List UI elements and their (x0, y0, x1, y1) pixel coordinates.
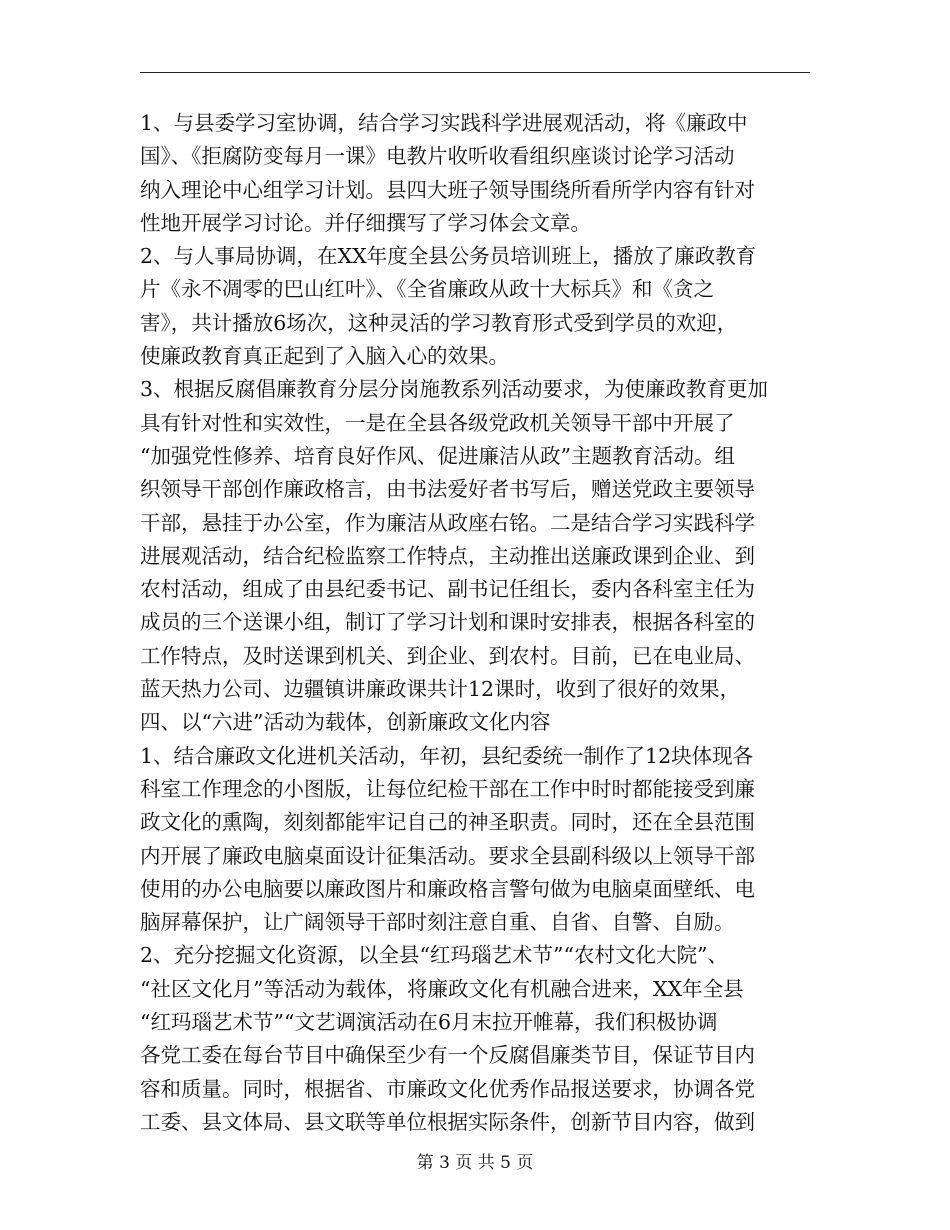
page-footer: 第 3 页 共 5 页 (416, 1153, 534, 1173)
text-line: “红玛瑙艺术节”“文艺调演活动在6月末拉开帷幕，我们积极协调 (140, 1010, 718, 1035)
text-line: 3、根据反腐倡廉教育分层分岗施教系列活动要求，为使廉政教育更加 (140, 377, 769, 402)
document-body (140, 107, 810, 1139)
text-line: 工委、县文体局、县文联等单位根据实际条件，创新节目内容，做到 (140, 1109, 755, 1134)
text-line: 具有针对性和实效性，一是在全县各级党政机关领导干部中开展了 (140, 410, 735, 435)
text-line: 蓝天热力公司、边疆镇讲廉政课共计12课时，收到了很好的效果， (140, 677, 741, 702)
text-line: 使廉政教育真正起到了入脑入心的效果。 (140, 344, 509, 369)
text-line: 1、与县委学习室协调，结合学习实践科学进展观活动，将《廉政中 (140, 111, 748, 135)
text-line: 织领导干部创作廉政格言，由书法爱好者书写后，赠送党政主要领导 (140, 477, 755, 502)
text-line: 片《永不凋零的巴山红叶》、《全省廉政从政十大标兵》和《贪之 (140, 277, 714, 302)
text-line: 内开展了廉政电脑桌面设计征集活动。要求全县副科级以上领导干部 (140, 843, 755, 868)
text-line: 农村活动，组成了由县纪委书记、副书记任组长，委内各科室主任为 (140, 577, 755, 602)
text-line: 害》，共计播放6场次，这种灵活的学习教育形式受到学员的欢迎， (140, 310, 738, 335)
text-line: “加强党性修养、培育良好作风、促进廉洁从政”主题教育活动。组 (140, 443, 735, 468)
text-line: “社区文化月”等活动为载体，将廉政文化有机融合进来，XX年全县 (140, 976, 744, 1001)
text-line: 1、结合廉政文化进机关活动，年初，县纪委统一制作了12块体现各 (140, 743, 754, 768)
text-line: 脑屏幕保护，让广阔领导干部时刻注意自重、自省、自警、自励。 (140, 910, 735, 935)
text-line: 科室工作理念的小图版，让每位纪检干部在工作中时时都能接受到廉 (140, 776, 755, 801)
text-line: 性地开展学习讨论。并仔细撰写了学习体会文章。 (140, 210, 591, 235)
text-line: 纳入理论中心组学习计划。县四大班子领导围绕所看所学内容有针对 (140, 177, 755, 202)
text-line: 成员的三个送课小组，制订了学习计划和课时安排表，根据各科室的 (140, 610, 755, 635)
text-line: 国》、《拒腐防变每月一课》电教片收听收看组织座谈讨论学习活动 (140, 144, 735, 169)
text-line: 工作特点，及时送课到机关、到企业、到农村。目前，已在电业局、 (140, 643, 755, 668)
text-line: 容和质量。同时，根据省、市廉政文化优秀作品报送要求，协调各党 (140, 1076, 755, 1101)
text-line: 使用的办公电脑要以廉政图片和廉政格言警句做为电脑桌面壁纸、电 (140, 876, 755, 901)
text-line: 2、与人事局协调，在XX年度全县公务员培训班上，播放了廉政教育 (140, 244, 757, 269)
text-line: 各党工委在每台节目中确保至少有一个反腐倡廉类节目，保证节目内 (140, 1043, 755, 1068)
text-line: 政文化的熏陶，刻刻都能牢记自己的神圣职责。同时，还在全县范围 (140, 810, 755, 835)
header-rule (140, 72, 810, 73)
text-line: 干部，悬挂于办公室，作为廉洁从政座右铭。二是结合学习实践科学 (140, 510, 755, 535)
text-line: 四、以“六进”活动为载体，创新廉政文化内容 (140, 710, 551, 735)
text-line: 2、充分挖掘文化资源，以全县“红玛瑙艺术节”“农村文化大院”、 (140, 943, 728, 968)
text-line: 进展观活动，结合纪检监察工作特点，主动推出送廉政课到企业、到 (140, 543, 755, 568)
